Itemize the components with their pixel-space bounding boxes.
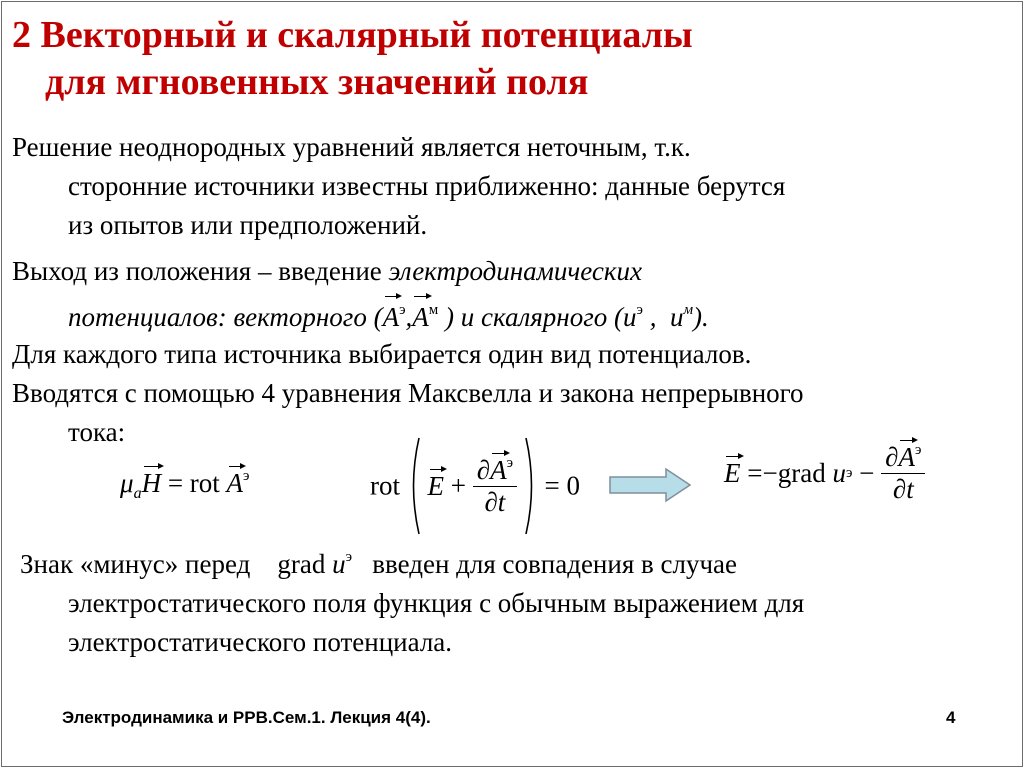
p5-line-1: Знак «минус» перед grad $u^э$ введен для совпадения в случае [20, 549, 738, 579]
p1-line-3: из опытов или предположений. [68, 210, 428, 240]
fraction-da-dt: $\frac{\partial A^э}{\partial t}$ [473, 455, 517, 518]
left-paren [407, 436, 421, 536]
vector-a-e: A [383, 298, 400, 337]
paragraph-5 [20, 538, 804, 662]
scalar-u-e: u [622, 302, 637, 332]
page-number: 4 [946, 708, 956, 727]
p1-line-2: сторонние источники известны приближенно: данные берутся [68, 171, 786, 201]
right-paren [524, 436, 538, 536]
vector-a-m: A [412, 298, 429, 337]
formula-rot-sum-zero: rot E + $\frac{\partial A^э}{\partial t}$ = 0 [370, 436, 580, 536]
p4-line-1: Вводятся с помощью 4 уравнения Максвелла и закона непрерывного [12, 378, 804, 408]
p2-italic-term: электродинамических [388, 256, 642, 286]
formula-mu-h-rot-a: $\mu_aH$ = rot $A^э$ [120, 468, 250, 502]
p1-line-1: Решение неоднородных уравнений является неточным, т.к. [12, 132, 691, 162]
title-line-2: для мгновенных значений поля [45, 61, 589, 103]
paragraph-1 [12, 128, 785, 245]
inline-grad-u: grad $u^э$ [277, 549, 353, 579]
p2-line-2: потенциалов: векторного ($A^э,A^м$ ) и скалярного ($u^э$ , $u^м$). [12, 291, 709, 337]
p2-prefix: Выход из положения – введение [12, 256, 389, 286]
p5-line-2: электростатического поля функция с обычным выражением для [68, 588, 805, 618]
title-line-1: 2 Векторный и скалярный потенциалы [12, 14, 693, 56]
slide-title [12, 12, 693, 106]
implication-arrow-icon [608, 467, 692, 503]
paragraph-3: Для каждого типа источника выбирается один вид потенциалов. [12, 339, 752, 369]
p5-line-3: электростатического потенциала. [68, 627, 453, 657]
footer-course-title: Электродинамика и РРВ.Сем.1. Лекция 4(4). [62, 708, 431, 727]
paragraph-2 [12, 252, 709, 337]
formula-e-gradient: E =−grad uэ − $\frac{\partial A^э}{\partial t}$ [724, 442, 925, 505]
scalar-u-m: u [669, 302, 684, 332]
fraction-da-dt-2: $\frac{\partial A^э}{\partial t}$ [881, 442, 925, 505]
p4-line-2: тока: [68, 417, 126, 447]
